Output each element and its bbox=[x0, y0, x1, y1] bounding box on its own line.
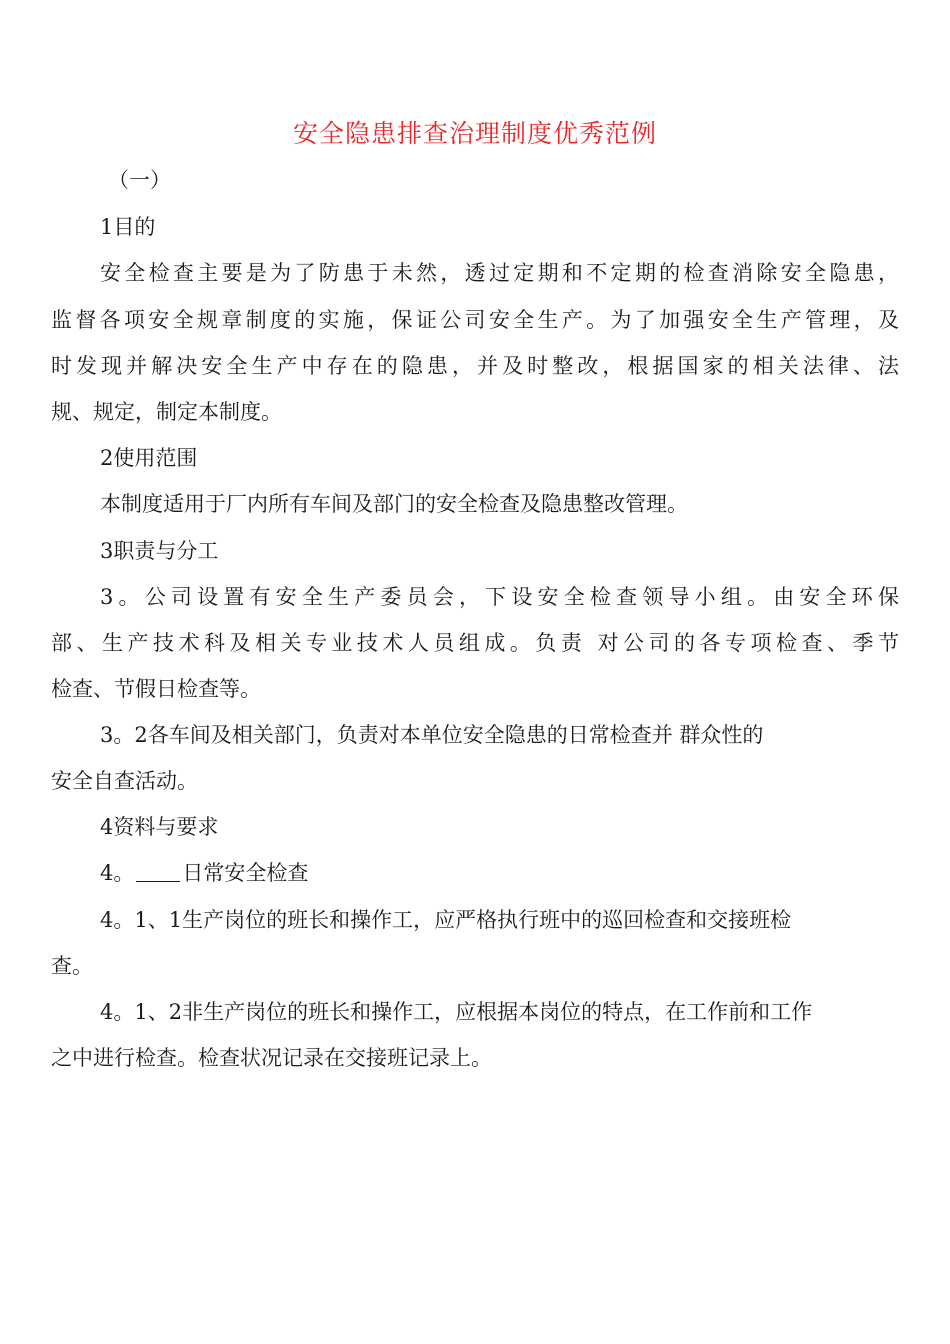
paragraph-line: 3。2各车间及相关部门，负责对本单位安全隐患的日常检查并 群众性的 bbox=[100, 723, 764, 747]
paragraph-line: 4。1、2非生产岗位的班长和操作工，应根据本岗位的特点，在工作前和工作 bbox=[100, 1000, 813, 1024]
paragraph-line: 监督各项安全规章制度的实施，保证公司安全生产。为了加强安全生产管理，及 bbox=[51, 308, 899, 332]
fill-in-blank bbox=[136, 861, 180, 882]
document-title: 安全隐患排查治理制度优秀范例 bbox=[292, 119, 657, 148]
paragraph-line-with-blank bbox=[100, 858, 308, 888]
heading-purpose: 1目的 bbox=[100, 215, 156, 239]
part-number: （一） bbox=[108, 168, 171, 192]
paragraph-line: 本制度适用于厂内所有车间及部门的安全检查及隐患整改管理。 bbox=[100, 492, 688, 516]
paragraph-line: 3。公司设置有安全生产委员会，下设安全检查领导小组。由安全环保 bbox=[100, 585, 899, 609]
section-number: 4。 bbox=[100, 861, 135, 885]
section-title: 日常安全检查 bbox=[182, 861, 309, 885]
paragraph-line: 之中进行检查。检查状况记录在交接班记录上。 bbox=[51, 1046, 492, 1070]
paragraph-line: 安全自查活动。 bbox=[51, 769, 198, 793]
heading-requirements: 4资料与要求 bbox=[100, 815, 219, 839]
paragraph-line: 规、规定，制定本制度。 bbox=[51, 400, 282, 424]
paragraph-line: 4。1、1生产岗位的班长和操作工，应严格执行班中的巡回检查和交接班检 bbox=[100, 908, 792, 932]
heading-scope: 2使用范围 bbox=[100, 446, 198, 470]
paragraph-line: 部、生产技术科及相关专业技术人员组成。负责 对公司的各专项检查、季节 bbox=[51, 631, 899, 655]
paragraph-line: 时发现并解决安全生产中存在的隐患，并及时整改，根据国家的相关法律、法 bbox=[51, 354, 899, 378]
paragraph-line: 安全检查主要是为了防患于未然，透过定期和不定期的检查消除安全隐患， bbox=[100, 261, 899, 285]
heading-responsibility: 3职责与分工 bbox=[100, 539, 219, 563]
paragraph-line: 查。 bbox=[51, 954, 93, 978]
paragraph-line: 检查、节假日检查等。 bbox=[51, 677, 261, 701]
